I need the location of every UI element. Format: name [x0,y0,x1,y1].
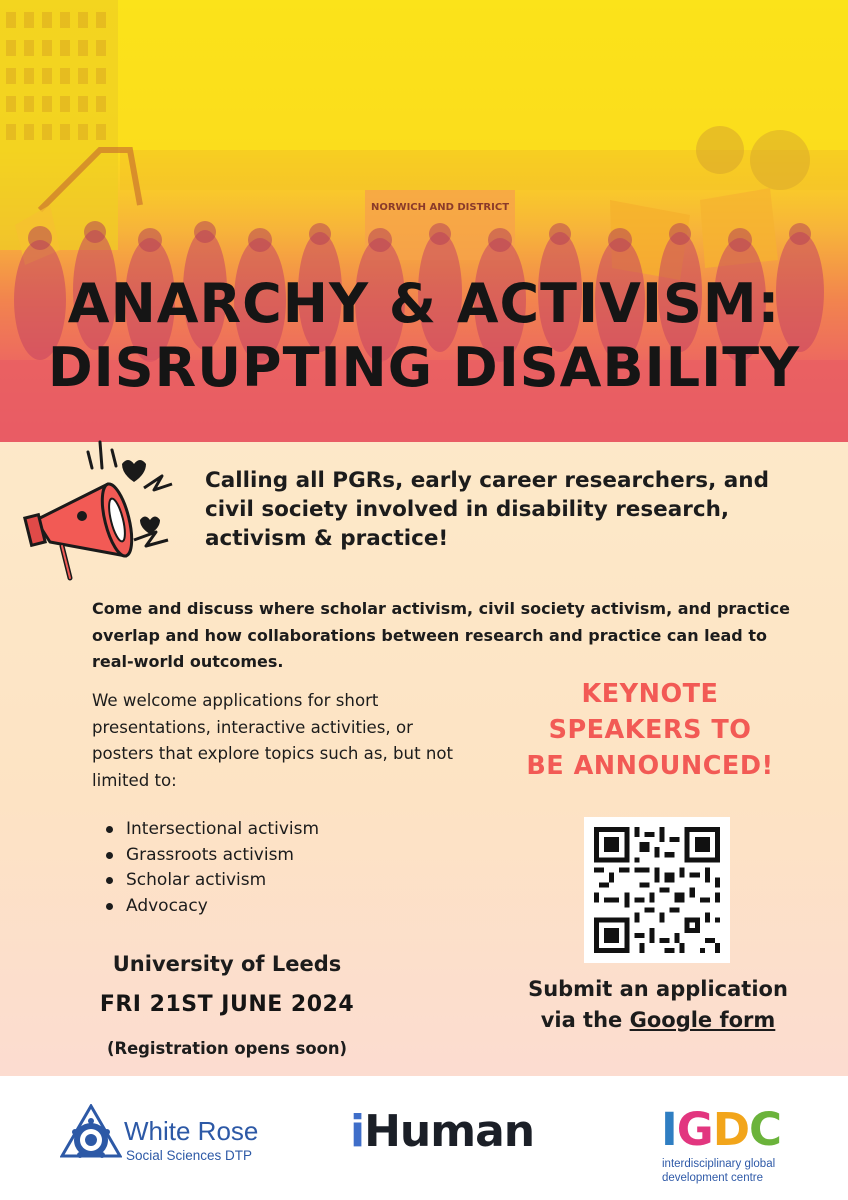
photo-banner-text: NORWICH AND DISTRICT [370,202,510,213]
discussion-paragraph: Come and discuss where scholar activism, civil society activism, and practice overlap and how collaborations between research and practice can lead to real-world outcomes. [92,599,791,671]
poster-title [0,272,848,400]
topics-list [104,817,319,919]
submit-line-1: Submit an application [528,977,788,1001]
welcome-paragraph: We welcome applications for short presentations, interactive activities, or posters that explore topics such as, but not limited to: [92,691,454,790]
ihuman-logo-rest: Human [364,1106,535,1157]
igdc-letter-g: G [676,1103,713,1156]
footer-logos [0,1076,848,1200]
ihuman-logo-i: i [350,1106,365,1157]
google-form-link[interactable]: Google form [629,1008,776,1032]
submit-line-2 [498,1005,818,1036]
list-item: Grassroots activism [104,843,319,869]
registration-note: (Registration opens soon) [106,1039,348,1058]
keynote-line-1: KEYNOTE [581,679,719,709]
igdc-letter-c: C [749,1103,782,1156]
venue: University of Leeds [112,952,342,976]
igdc-letter-i: I [661,1103,677,1156]
igdc-logo [661,1103,782,1156]
white-rose-subtitle: Social Sciences DTP [126,1148,253,1163]
qr-code[interactable] [584,817,730,963]
list-item: Advocacy [104,894,319,920]
igdc-letter-d: D [712,1103,750,1156]
keynote-line-2: SPEAKERS TO [548,715,752,745]
submit-instructions [498,974,818,1036]
keynote-line-3: BE ANNOUNCED! [526,751,774,781]
ihuman-logo [350,1106,534,1157]
title-line-1: ANARCHY & ACTIVISM: [67,272,781,335]
keynote-announcement [500,676,800,784]
title-line-2: DISRUPTING DISABILITY [47,336,801,399]
megaphone-icon [22,428,192,588]
list-item: Intersectional activism [104,817,319,843]
intro-callout: Calling all PGRs, early career researchers, and civil society involved in disability research, activism & practice! [205,468,769,551]
list-item: Scholar activism [104,868,319,894]
submit-prefix: via the [540,1008,630,1032]
white-rose-logo-icon [60,1104,122,1166]
hero-photo [0,0,848,442]
white-rose-name: White Rose [124,1116,259,1146]
event-date: FRI 21ST JUNE 2024 [99,992,355,1017]
igdc-subtitle: interdisciplinary global development centre [662,1158,776,1184]
